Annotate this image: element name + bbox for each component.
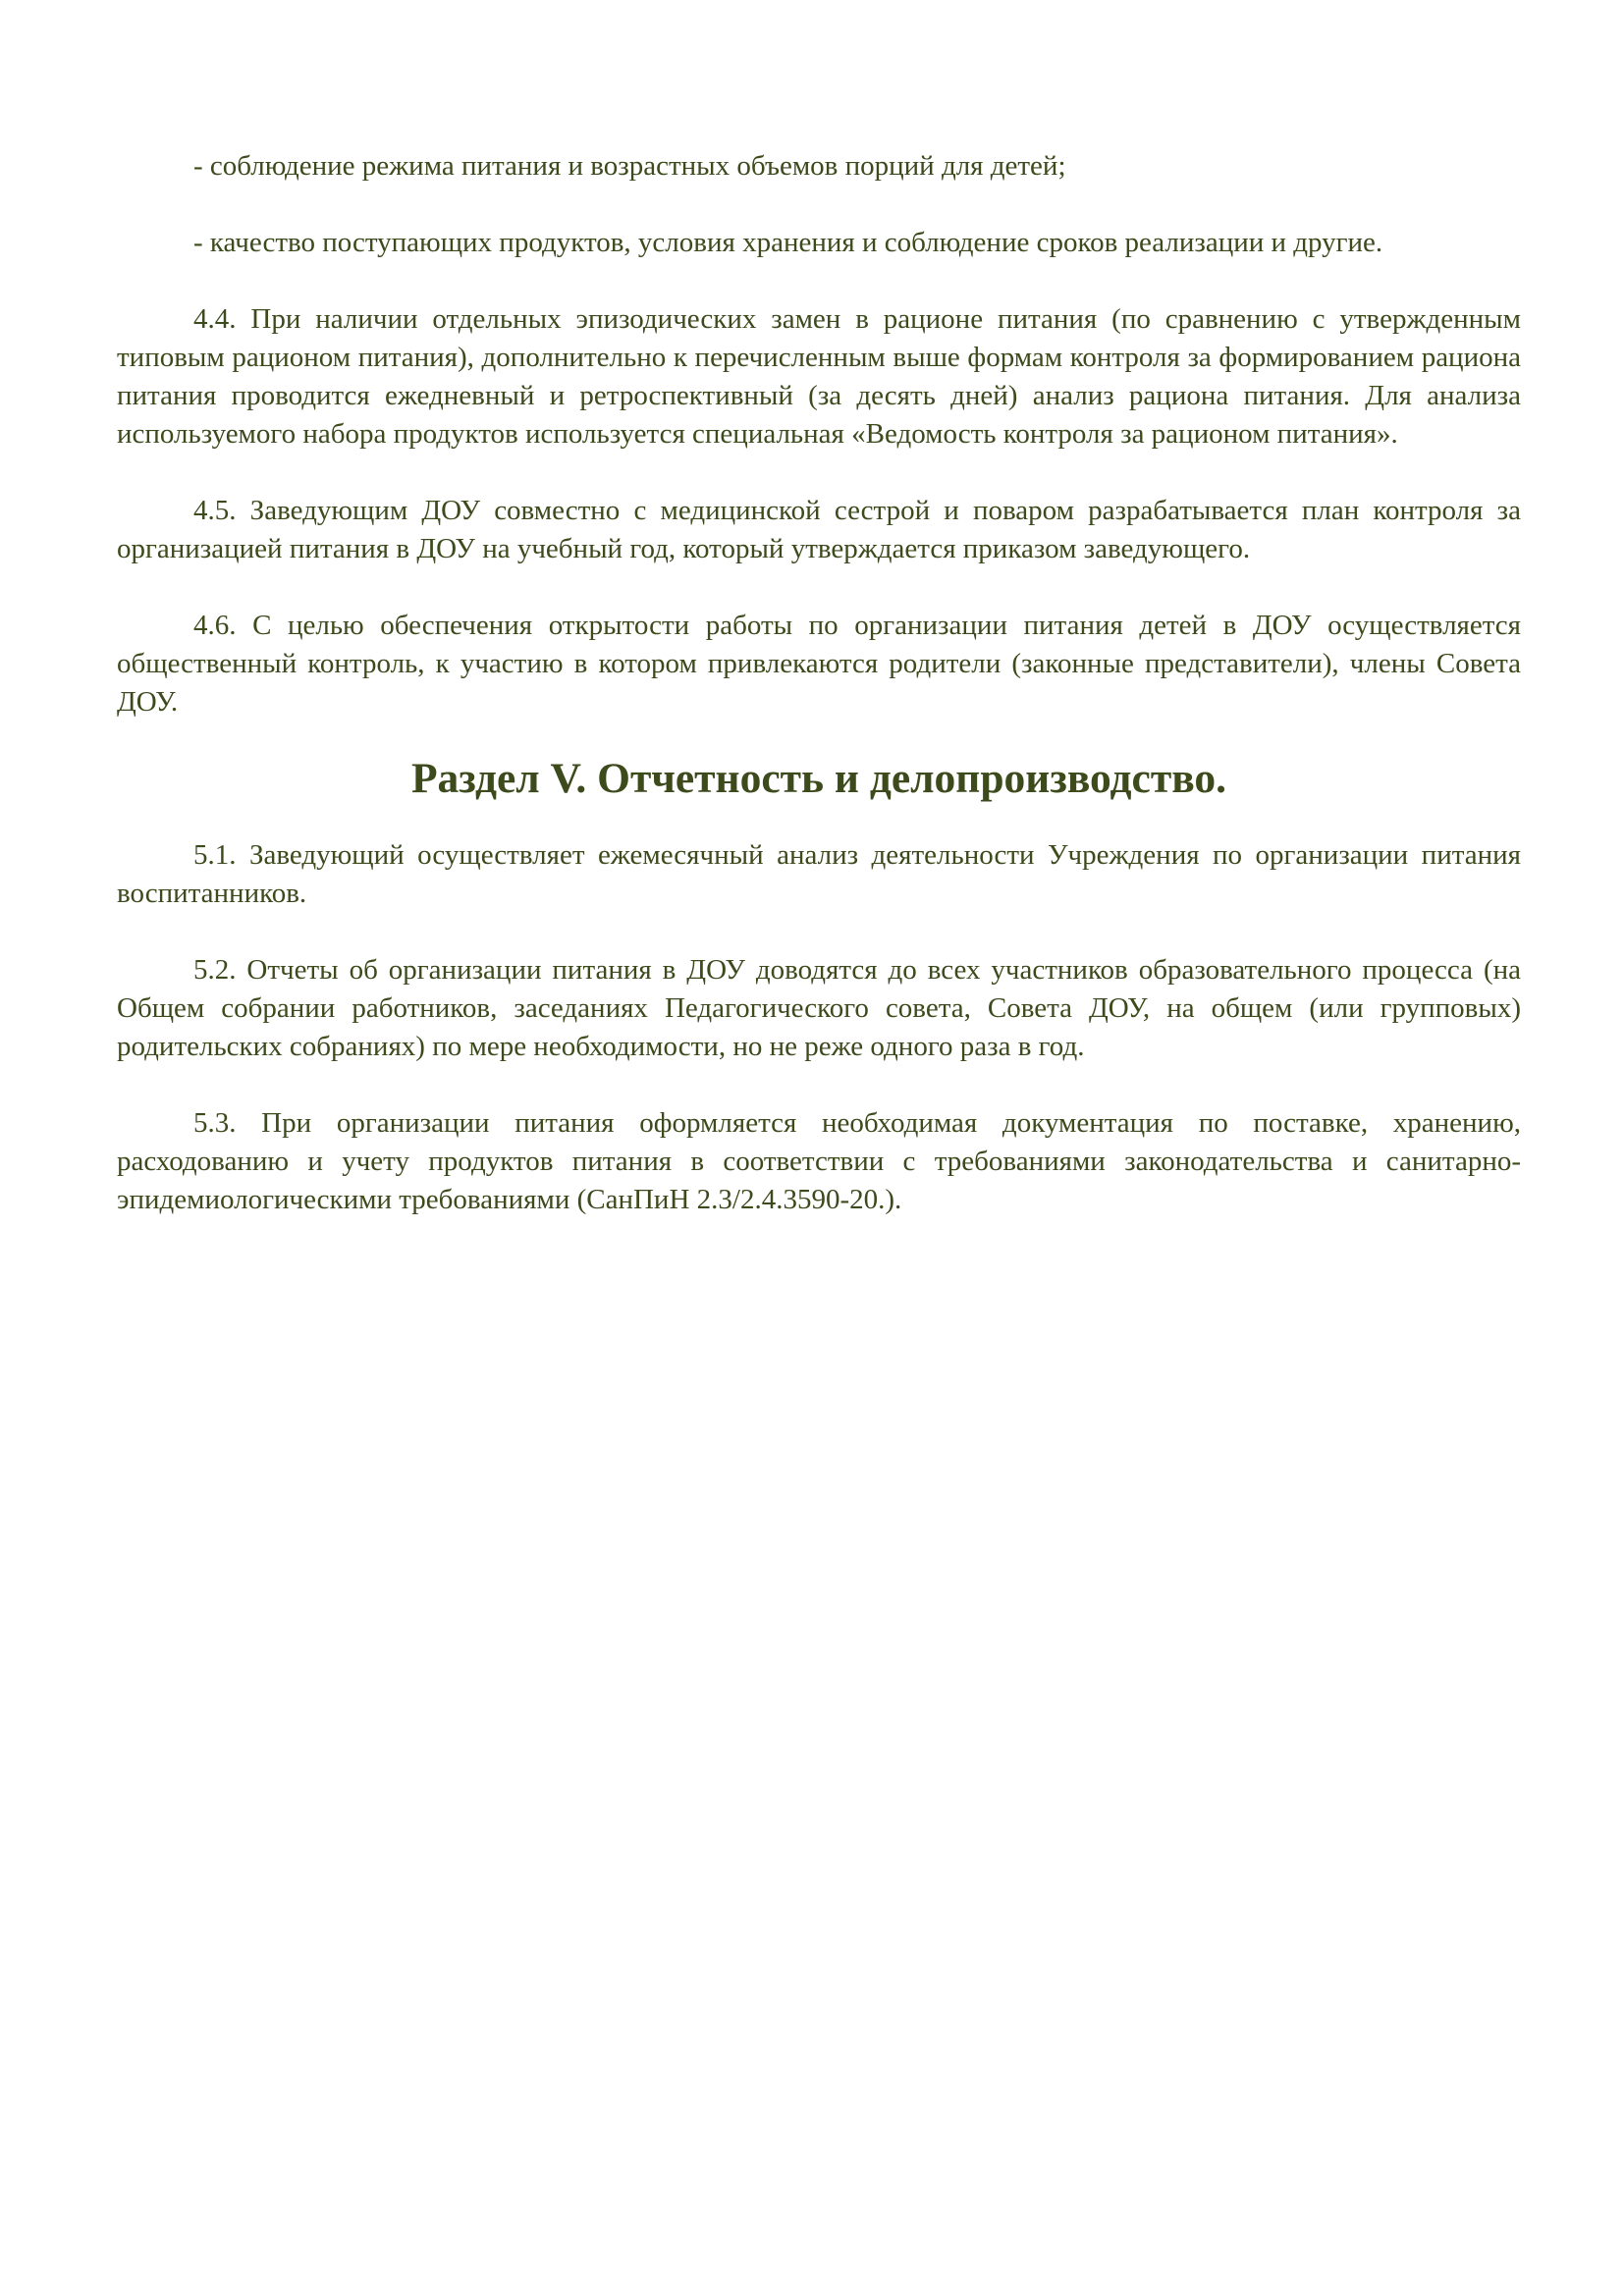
paragraph-nutrition-regime: - соблюдение режима питания и возрастных объемов порций для детей; — [193, 150, 1066, 182]
paragraph-4-5: 4.5. Заведующим ДОУ совместно с медицинской сестрой и поваром разрабатывается план контроля за организацией питания в ДОУ на учебный год, который утверждается приказом заведующего. — [117, 495, 1521, 564]
section-heading: Раздел V. Отчетность и делопроизводство. — [410, 755, 1227, 802]
paragraph-5-3: 5.3. При организации питания оформляется необходимая документация по поставке, хранению, расходованию и учету продуктов питания в соответствии с требованиями законодательства и санитарно-эпидемиологическими требованиями (СанПиН 2.3/2.4.3590-20.). — [117, 1107, 1521, 1215]
paragraph-5-2: 5.2. Отчеты об организации питания в ДОУ доводятся до всех участников образовательного процесса (на Общем собрании работников, заседаниях Педагогического совета, Совета ДОУ, на общем (или групповых) родительских собраниях) по мере необходимости, но не реже одного раза в год. — [117, 954, 1521, 1062]
paragraph-4-4: 4.4. При наличии отдельных эпизодических замен в рационе питания (по сравнению с утвержденным типовым рационом питания), дополнительно к перечисленным выше формам контроля за формированием рациона питания проводится ежедневный и ретроспективный (за десять дней) анализ рациона питания. Для анализа используемого набора продуктов используется специальная «Ведомость контроля за рационом питания». — [117, 303, 1521, 450]
paragraph-4-6: 4.6. С целью обеспечения открытости работы по организации питания детей в ДОУ осуществляется общественный контроль, к участию в котором привлекаются родители (законные представители), члены Совета ДОУ. — [117, 610, 1521, 718]
paragraph-product-quality: - качество поступающих продуктов, условия хранения и соблюдение сроков реализации и другие. — [193, 227, 1383, 258]
document-page — [117, 147, 1521, 1257]
paragraph-5-1: 5.1. Заведующий осуществляет ежемесячный анализ деятельности Учреждения по организации питания воспитанников. — [117, 839, 1521, 909]
